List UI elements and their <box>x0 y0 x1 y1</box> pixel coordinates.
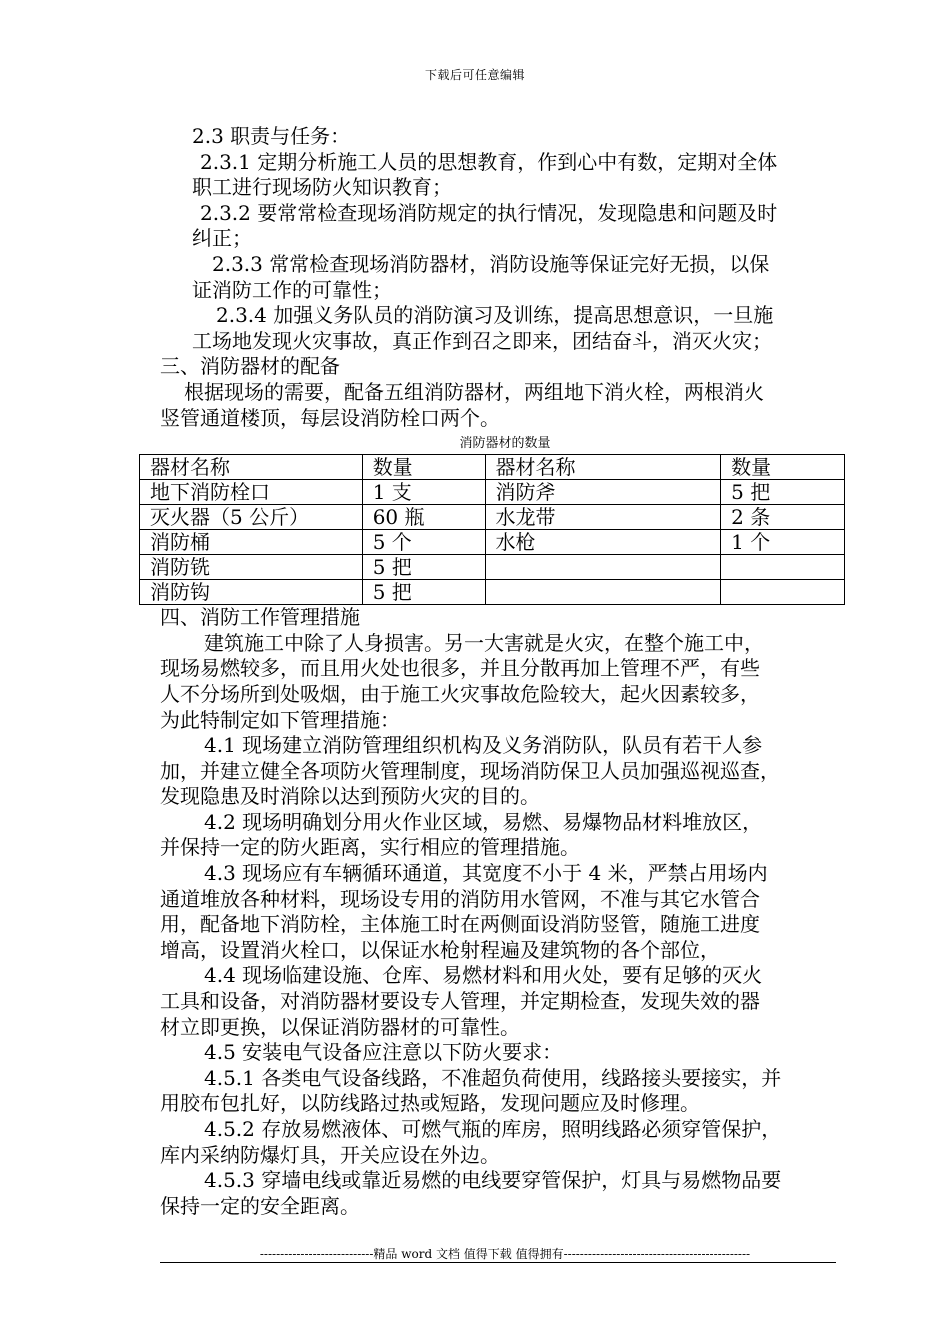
measure-4-1-line: 4.1 现场建立消防管理组织机构及义务消防队，队员有若干人参 <box>204 733 763 758</box>
section4-intro-line: 人不分场所到处吸烟，由于施工火灾事故危险较大，起火因素较多， <box>160 681 760 706</box>
measure-4-5-3-line: 4.5.3 穿墙电线或靠近易燃的电线要穿管保护，灯具与易燃物品要 <box>204 1168 782 1193</box>
table-row <box>140 480 845 505</box>
measure-4-5-2-line: 4.5.2 存放易燃液体、可燃气瓶的库房，照明线路必须穿管保护， <box>204 1117 782 1141</box>
table-header-cell: 器材名称 <box>140 455 363 480</box>
table-row <box>140 555 845 580</box>
table-cell: 5 把 <box>721 480 845 505</box>
item-2-3-3-line2: 证消防工作的可靠性； <box>192 277 392 302</box>
measure-4-4-line: 4.4 现场临建设施、仓库、易燃材料和用火处，要有足够的灭火 <box>204 963 763 988</box>
equipment-table <box>139 454 845 605</box>
table-cell: 消防铣 <box>140 555 363 580</box>
item-2-3-1-line2: 职工进行现场防火知识教育； <box>192 175 452 200</box>
table-cell: 2 条 <box>721 505 845 530</box>
section4-intro-line: 为此特制定如下管理措施： <box>160 707 400 732</box>
table-cell: 消防桶 <box>140 530 363 555</box>
item-2-3-2-line1: 2.3.2 要常常检查现场消防规定的执行情况，发现隐患和问题及时 <box>200 200 778 225</box>
section3-para-line2: 竖管通道楼顶，每层设消防栓口两个。 <box>160 405 500 430</box>
table-cell: 地下消防栓口 <box>140 480 363 505</box>
item-2-3-1-line1: 2.3.1 定期分析施工人员的思想教育，作到心中有数，定期对全体 <box>200 149 778 174</box>
table-row <box>140 505 845 530</box>
table-header-cell: 器材名称 <box>485 455 721 480</box>
table-header-cell: 数量 <box>362 455 485 480</box>
item-2-3-3-line1: 2.3.3 常常检查现场消防器材，消防设施等保证完好无损，以保 <box>212 251 770 276</box>
footer-divider <box>160 1262 836 1263</box>
measure-4-1-line: 加，并建立健全各项防火管理制度，现场消防保卫人员加强巡视巡查， <box>160 758 780 783</box>
section-heading-4: 四、消防工作管理措施 <box>160 605 360 630</box>
page-footer: ----------------------------精品 word 文档 值得下载 值得拥有---------------------------------------------- <box>259 1247 751 1261</box>
table-row <box>140 580 845 605</box>
measure-4-3-line: 4.3 现场应有车辆循环通道，其宽度不小于 4 米，严禁占用场内 <box>204 861 768 886</box>
measure-4-4-line: 材立即更换，以保证消防器材的可靠性。 <box>160 1014 520 1039</box>
table-cell <box>721 555 845 580</box>
table-cell: 5 把 <box>362 580 485 605</box>
table-cell: 5 把 <box>362 555 485 580</box>
table-cell <box>485 580 721 605</box>
table-cell: 1 个 <box>721 530 845 555</box>
table-cell <box>721 580 845 605</box>
table-header-row <box>140 455 845 480</box>
section3-para-line1: 根据现场的需要，配备五组消防器材，两组地下消火栓，两根消火 <box>184 379 764 404</box>
item-2-3-4-line1: 2.3.4 加强义务队员的消防演习及训练，提高思想意识，一旦施 <box>216 303 774 328</box>
measure-4-5-1-line: 4.5.1 各类电气设备线路，不准超负荷使用，线路接头要接实，并 <box>204 1065 782 1090</box>
measure-4-1-line: 发现隐患及时消除以达到预防火灾的目的。 <box>160 784 540 809</box>
measure-4-5-3-line: 保持一定的安全距离。 <box>160 1193 360 1218</box>
table-header-cell: 数量 <box>721 455 845 480</box>
measure-4-2-line: 并保持一定的防火距离，实行相应的管理措施。 <box>160 835 580 860</box>
table-cell: 消防钩 <box>140 580 363 605</box>
table-caption: 消防器材的数量 <box>459 436 551 452</box>
table-cell: 1 支 <box>362 480 485 505</box>
measure-4-3-line: 用，配备地下消防栓，主体施工时在两侧面设消防竖管，随施工进度 <box>160 912 760 937</box>
measure-4-2-line: 4.2 现场明确划分用火作业区域，易燃、易爆物品材料堆放区， <box>204 809 763 834</box>
table-cell: 水枪 <box>485 530 721 555</box>
section4-intro-line: 建筑施工中除了人身损害。另一大害就是火灾，在整个施工中， <box>204 630 764 655</box>
section-heading-3: 三、消防器材的配备 <box>160 354 340 379</box>
measure-4-3-line: 通道堆放各种材料，现场设专用的消防用水管网，不准与其它水管合 <box>160 886 760 911</box>
section4-intro-line: 现场易燃较多，而且用火处也很多，并且分散再加上管理不严，有些 <box>160 656 760 681</box>
document-body <box>150 124 850 1219</box>
measure-4-5-1-line: 用胶布包扎好，以防线路过热或短路，发现问题应及时修理。 <box>160 1091 700 1116</box>
page-header: 下载后可任意编辑 <box>424 68 525 82</box>
table-cell: 60 瓶 <box>362 505 485 530</box>
measure-4-3-line: 增高，设置消火栓口，以保证水枪射程遍及建筑物的各个部位， <box>160 937 720 962</box>
measure-4-5-2-line: 库内采纳防爆灯具，开关应设在外边。 <box>160 1142 500 1167</box>
item-2-3-2-line2: 纠正； <box>192 226 252 251</box>
table-cell: 5 个 <box>362 530 485 555</box>
table-row <box>140 530 845 555</box>
measure-4-5-line: 4.5 安装电气设备应注意以下防火要求： <box>204 1040 563 1065</box>
table-cell: 灭火器（5 公斤） <box>140 505 363 530</box>
table-cell: 水龙带 <box>485 505 721 530</box>
table-cell <box>485 555 721 580</box>
measure-4-4-line: 工具和设备，对消防器材要设专人管理，并定期检查，发现失效的器 <box>160 989 760 1014</box>
item-2-3-4-line2: 工场地发现火灾事故，真正作到召之即来，团结奋斗，消灭火灾； <box>192 328 772 353</box>
section-heading-2-3: 2.3 职责与任务： <box>192 124 351 148</box>
table-cell: 消防斧 <box>485 480 721 505</box>
